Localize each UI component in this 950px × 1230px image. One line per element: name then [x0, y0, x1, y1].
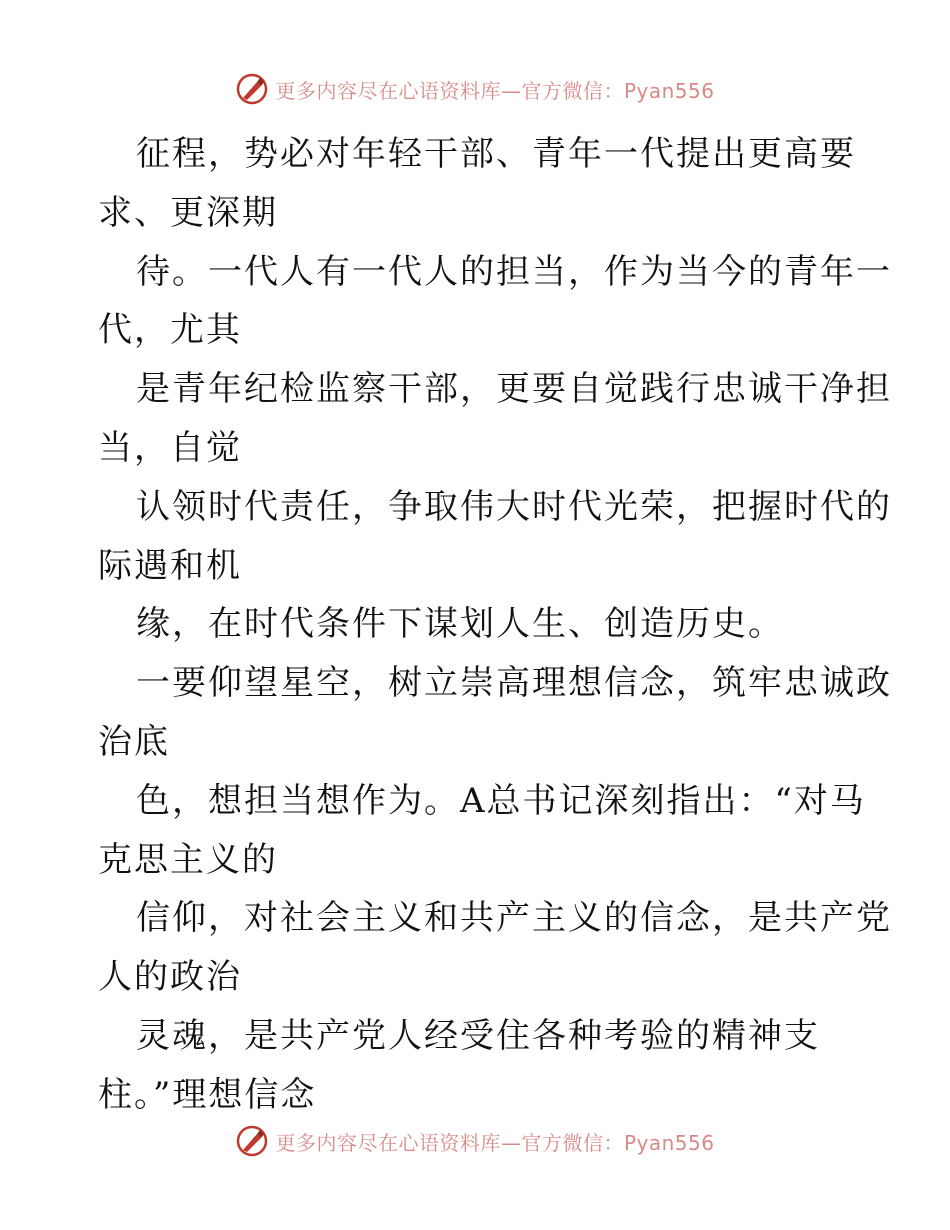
pen-logo-icon: [235, 1124, 269, 1158]
text-line: 色，想担当想作为。A总书记深刻指出：“对马: [136, 780, 866, 821]
text-line: 灵魂，是共产党人经受住各种考验的精神支: [136, 1015, 820, 1056]
text-line: 征程，势必对年轻干部、青年一代提出更高要: [136, 134, 856, 174]
document-body: [98, 125, 898, 1125]
footer-watermark: [0, 1124, 950, 1158]
text-line: 人的政治: [98, 957, 242, 998]
text-line: 求、更深期: [98, 192, 278, 233]
text-line: 待。一代人有一代人的担当，作为当今的青年一: [136, 251, 892, 292]
text-line: 是青年纪检监察干部，更要自觉践行忠诚干净担: [136, 369, 892, 410]
text-line: 代，尤其: [98, 310, 242, 351]
text-line: 认领时代责任，争取伟大时代光荣，把握时代的: [136, 486, 892, 527]
watermark-text: 更多内容尽在心语资料库—官方微信：Pyan556: [275, 1130, 715, 1155]
text-line: 缘，在时代条件下谋划人生、创造历史。: [136, 604, 784, 645]
pen-logo-icon: [235, 72, 269, 106]
text-line: 信仰，对社会主义和共产主义的信念，是共产党: [136, 898, 892, 939]
text-line: 际遇和机: [98, 545, 242, 586]
text-line: 一要仰望星空，树立崇高理想信念，筑牢忠诚政: [136, 663, 892, 704]
text-line: 克思主义的: [98, 839, 278, 880]
watermark-text: 更多内容尽在心语资料库—官方微信：Pyan556: [275, 78, 715, 103]
header-watermark: [0, 72, 950, 106]
text-line: 当，自觉: [98, 427, 242, 468]
text-line: 治底: [98, 721, 170, 762]
text-line: 柱。”理想信念: [98, 1074, 317, 1115]
